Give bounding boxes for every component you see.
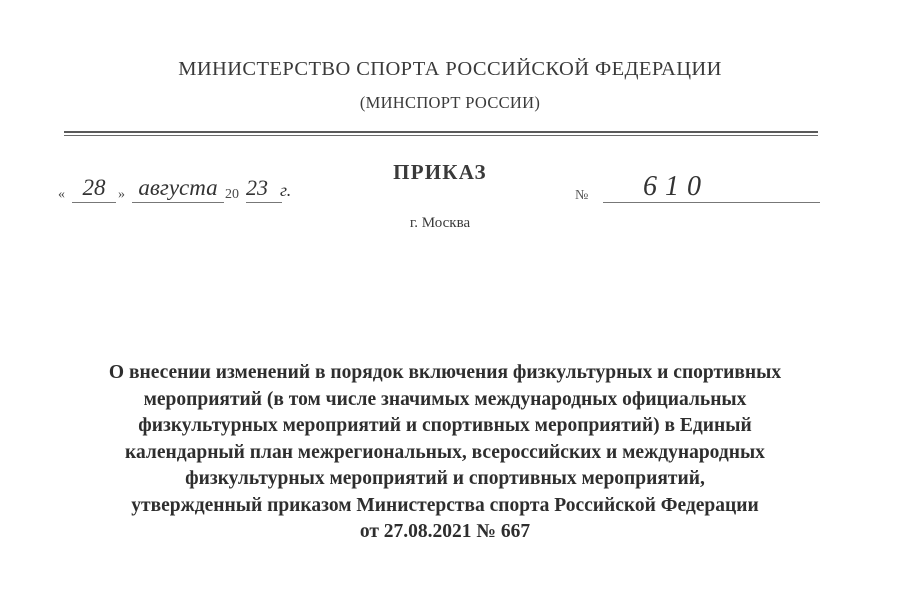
date-day: 28 [72, 174, 116, 203]
subject-line: от 27.08.2021 № 667 [359, 521, 531, 542]
subject-line: утвержденный приказом Министерства спорта Российской Федерации [131, 494, 759, 516]
date-year-prefix: 20 [225, 187, 239, 202]
date-year: 23 [246, 174, 282, 203]
ministry-name: МИНИСТЕРСТВО СПОРТА РОССИЙСКОЙ ФЕДЕРАЦИИ [178, 58, 722, 80]
order-number [575, 170, 820, 206]
number-sign: № [575, 188, 589, 203]
subject-line: физкультурных мероприятий и спортивных мероприятий) в Единый [138, 415, 752, 436]
date-quote-close: » [118, 187, 125, 202]
order-city: г. Москва [409, 215, 471, 231]
subject-line: мероприятий (в том числе значимых международных официальных [143, 388, 747, 410]
header-divider [64, 131, 818, 136]
date-month: августа [132, 174, 224, 203]
subject-line: физкультурных мероприятий и спортивных мероприятий, [185, 468, 705, 489]
subject-line: календарный план межрегиональных, всероссийских и международных [125, 441, 765, 463]
number-value: 610 [603, 172, 820, 203]
subject-line: О внесении изменений в порядок включения физкультурных и спортивных [108, 362, 782, 383]
order-date [58, 172, 302, 208]
date-year-suffix: г. [280, 180, 292, 200]
date-quote-open: « [58, 187, 65, 202]
order-title: ПРИКАЗ [393, 160, 487, 184]
order-subject [60, 360, 830, 546]
ministry-short-name: (МИНСПОРТ РОССИИ) [359, 93, 541, 112]
